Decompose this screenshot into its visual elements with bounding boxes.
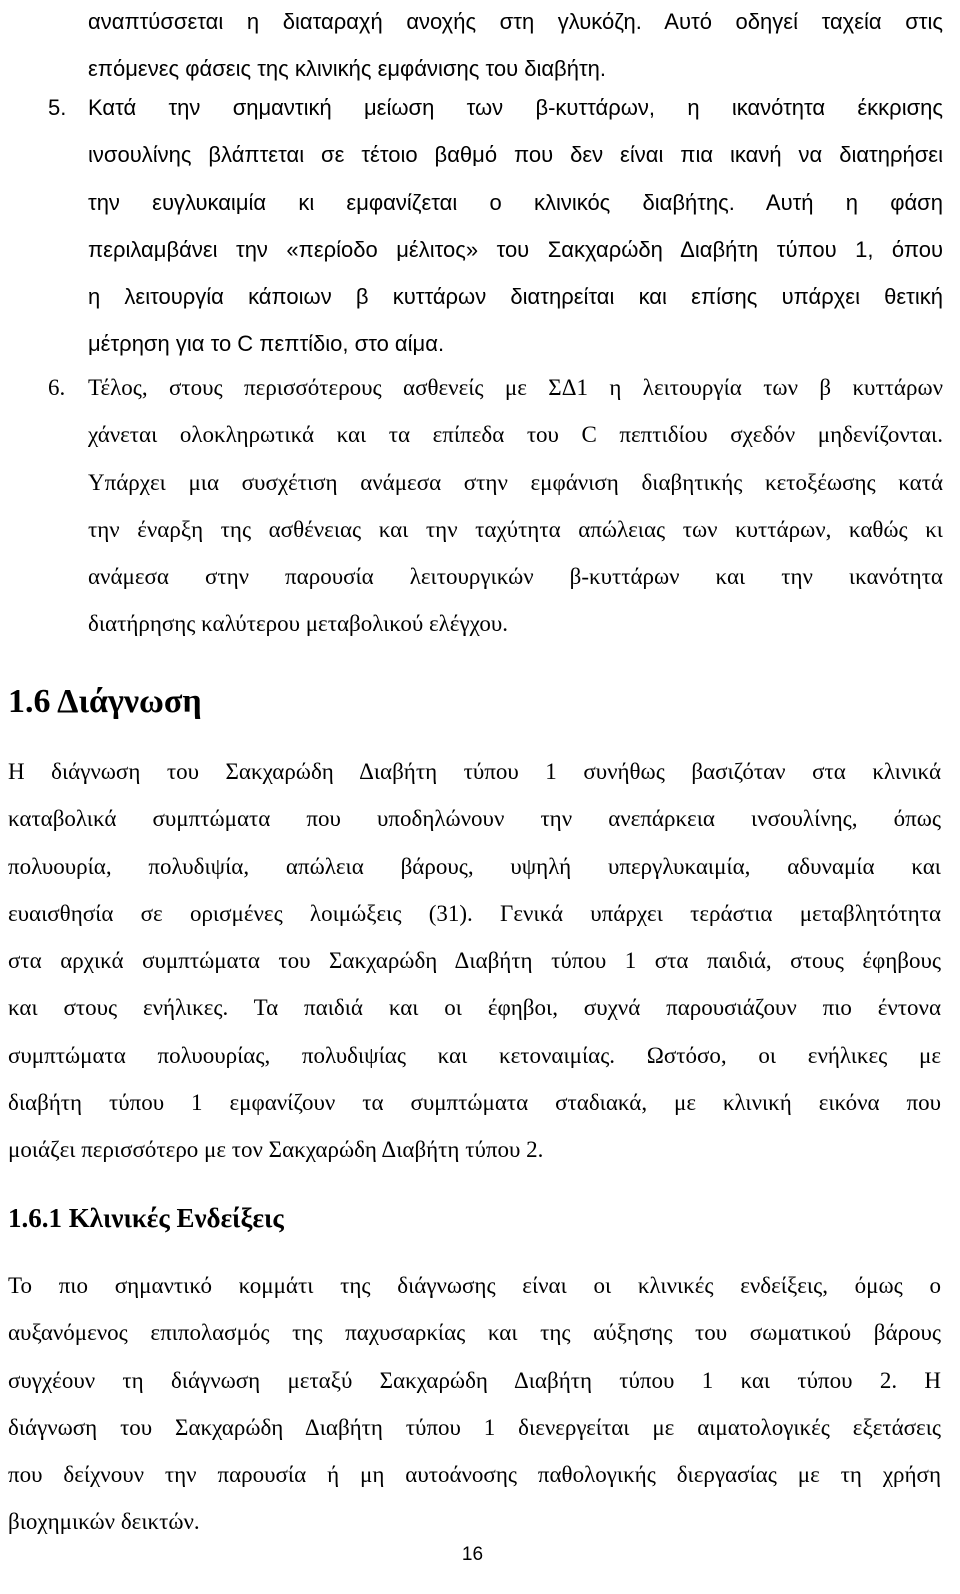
text-line: καταβολικά συμπτώματα που υποδηλώνουν την ανεπάρκεια ινσουλίνης, όπως [8,806,941,832]
text-line: διαβήτη τύπου 1 εμφανίζουν τα συμπτώματα σταδιακά, με κλινική εικόνα που [8,1090,941,1116]
text-line: ινσουλίνης βλάπτεται σε τέτοιο βαθμό που δεν είναι πια ικανή να διατηρήσει [88,142,943,168]
text-line: ευαισθησία σε ορισμένες λοιμώξεις (31). Γενικά υπάρχει τεράστια μεταβλητότητα [8,900,941,926]
text-line: Υπάρχει μια συσχέτιση ανάμεσα στην εμφάνιση διαβητικής κετοξέωσης κατά [88,469,943,495]
text-line: μέτρηση για το C πεπτίδιο, στο αίμα. [88,331,445,357]
text-line: διατήρησης καλύτερου μεταβολικού ελέγχου. [88,611,508,637]
text-line: Το πιο σημαντικό κομμάτι της διάγνωσης είναι οι κλινικές ενδείξεις, όμως ο [8,1273,941,1298]
clinical-indications-paragraph [8,1262,941,1546]
text-line: διάγνωση του Σακχαρώδη Διαβήτη τύπου 1 διενεργείται με αιματολογικές εξετάσεις [8,1414,941,1440]
text-line: αναπτύσσεται η διαταραχή ανοχής στη γλυκόζη. Αυτό οδηγεί ταχεία στις [88,9,943,34]
diagnosis-paragraph [8,748,941,1174]
text-line: αυξανόμενος επιπολασμός της παχυσαρκίας και της αύξησης του σωματικού βάρους [8,1320,941,1346]
text-line: Η διάγνωση του Σακχαρώδη Διαβήτη τύπου 1 συνήθως βασιζόταν στα κλινικά [8,759,941,784]
text-line: την έναρξη της ασθένειας και την ταχύτητα απώλειας των κυττάρων, καθώς κι [88,516,943,542]
subsection-heading: 1.6.1 Κλινικές Ενδείξεις [8,1203,284,1233]
text-line: και στους ενήλικες. Τα παιδιά και οι έφηβοι, συχνά παρουσιάζουν πιο έντονα [8,995,941,1021]
text-line: επόμενες φάσεις της κλινικής εμφάνισης του διαβήτη. [88,56,606,82]
text-line: που δείχνουν την παρουσία ή μη αυτοάνοσης παθολογικής διεργασίας με τη χρήση [8,1462,941,1488]
text-line: Κατά την σημαντική μείωση των β-κυττάρων, η ικανότητα έκκρισης [88,95,943,120]
text-line: ανάμεσα στην παρουσία λειτουργικών β-κυττάρων και την ικανότητα [88,564,943,590]
text-line: περιλαμβάνει την «περίοδο μέλιτος» του Σακχαρώδη Διαβήτη τύπου 1, όπου [88,236,943,262]
list-item-5 [88,84,943,368]
text-line: Τέλος, στους περισσότερους ασθενείς με ΣΔ1 η λειτουργία των β κυττάρων [88,375,943,400]
page-number: 16 [461,1544,484,1565]
text-line: στα αρχικά συμπτώματα του Σακχαρώδη Διαβήτη τύπου 1 στα παιδιά, στους έφηβους [8,948,941,974]
text-line: πολυουρία, πολυδιψία, απώλεια βάρους, υψηλή υπεργλυκαιμία, αδυναμία και [8,853,941,879]
text-line: μοιάζει περισσότερο με τον Σακχαρώδη Διαβήτη τύπου 2. [8,1137,544,1163]
list-number: 5. [48,95,67,120]
section-heading: 1.6 Διάγνωση [8,683,202,720]
continuation-paragraph [88,0,943,93]
text-line: την ευγλυκαιμία κι εμφανίζεται ο κλινικός διαβήτης. Αυτή η φάση [88,189,943,215]
text-line: χάνεται ολοκληρωτικά και τα επίπεδα του C πεπτιδίου σχεδόν μηδενίζονται. [88,422,943,448]
list-number: 6. [48,375,66,400]
list-item-6 [88,364,943,648]
text-line: η λειτουργία κάποιων β κυττάρων διατηρείται και επίσης υπάρχει θετική [88,284,943,310]
text-line: συγχέουν τη διάγνωση μεταξύ Σακχαρώδη Διαβήτη τύπου 1 και τύπου 2. Η [8,1367,941,1393]
text-line: συμπτώματα πολυουρίας, πολυδιψίας και κετοναιμίας. Ωστόσο, οι ενήλικες με [8,1042,941,1068]
text-line: βιοχημικών δεικτών. [8,1509,200,1535]
